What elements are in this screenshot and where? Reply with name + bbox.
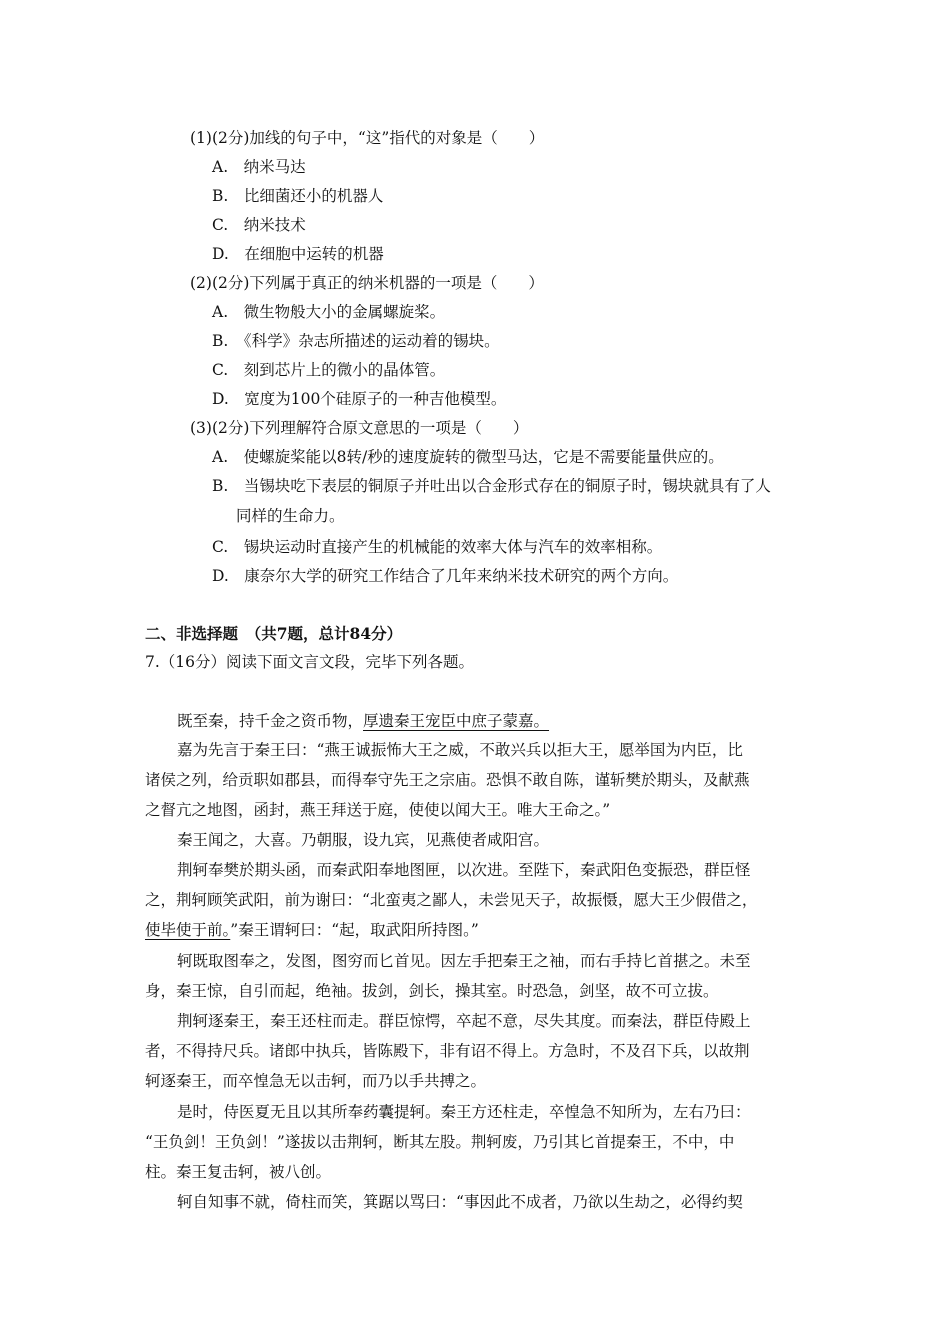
passage-line <box>145 920 479 940</box>
question-3-option-a: A. 使螺旋桨能以8转/秒的速度旋转的微型马达，它是不需要能量供应的。 <box>212 448 724 466</box>
question-3-option-b-continued: 同样的生命力。 <box>236 507 345 525</box>
question-1-stem: (1)(2分)加线的句子中，“这”指代的对象是（ ） <box>190 129 545 147</box>
question-2-option-b: B. 《科学》杂志所描述的运动着的锡块。 <box>212 332 500 350</box>
passage-line: 柱。秦王复击轲，被八创。 <box>145 1163 332 1181</box>
question-1-option-c: C. 纳米技术 <box>212 216 306 234</box>
passage-line <box>177 711 549 731</box>
question-3-stem: (3)(2分)下列理解符合原文意思的一项是（ ） <box>190 419 529 437</box>
passage-line: 是时，侍医夏无且以其所奉药囊提轲。秦王方还柱走，卒惶急不知所为，左右乃曰： <box>177 1103 751 1121</box>
passage-line: 身，秦王惊，自引而起，绝袖。拔剑，剑长，操其室。时恐急，剑坚，故不可立拔。 <box>145 982 719 1000</box>
passage-line: 之，荆轲顾笑武阳，前为谢曰：“北蛮夷之鄙人，未尝见天子，故振慑，愿大王少假借之， <box>145 891 758 909</box>
passage-line: 之督亢之地图，函封，燕王拜送于庭，使使以闻大王。唯大王命之。” <box>145 801 611 819</box>
question-3-option-c: C. 锡块运动时直接产生的机械能的效率大体与汽车的效率相称。 <box>212 538 663 556</box>
question-3-option-b: B. 当锡块吃下表层的铜原子并吐出以合金形式存在的铜原子时，锡块就具有了人 <box>212 477 771 495</box>
passage-line: 轲既取图奉之，发图，图穷而匕首见。因左手把秦王之袖，而右手持匕首揕之。未至 <box>177 952 751 970</box>
question-7-prompt: 7.（16分）阅读下面文言文段，完毕下列各题。 <box>145 653 475 671</box>
passage-line: 者，不得持尺兵。诸郎中执兵，皆陈殿下，非有诏不得上。方急时，不及召下兵，以故荆 <box>145 1042 750 1060</box>
passage-line: 嘉为先言于秦王曰：“燕王诚振怖大王之威，不敢兴兵以拒大王，愿举国为内臣，比 <box>177 741 743 759</box>
passage-line: 秦王闻之，大喜。乃朝服，设九宾，见燕使者咸阳宫。 <box>177 831 550 849</box>
question-2-option-d: D. 宽度为100个硅原子的一种吉他模型。 <box>212 390 507 408</box>
underlined-sentence: 使毕使于前。 <box>145 921 231 939</box>
question-1-option-a: A. 纳米马达 <box>212 158 306 176</box>
underlined-sentence: 厚遗秦王宠臣中庶子蒙嘉。 <box>363 712 550 730</box>
passage-text: ”秦王谓轲曰：“起，取武阳所持图。” <box>230 921 479 939</box>
passage-line: 诸侯之列，给贡职如郡县，而得奉守先王之宗庙。恐惧不敢自陈，谨斩樊於期头，及献燕 <box>145 771 750 789</box>
question-1-option-b: B. 比细菌还小的机器人 <box>212 187 384 205</box>
section-heading: 二、非选择题 （共7题，总计84分） <box>145 624 403 643</box>
question-2-stem: (2)(2分)下列属于真正的纳米机器的一项是（ ） <box>190 274 544 292</box>
question-2-option-a: A. 微生物般大小的金属螺旋桨。 <box>212 303 446 321</box>
question-2-option-c: C. 刻到芯片上的微小的晶体管。 <box>212 361 446 379</box>
passage-line: 轲自知事不就，倚柱而笑，箕踞以骂曰：“事因此不成者，乃欲以生劫之，必得约契 <box>177 1193 743 1211</box>
question-1-option-d: D. 在细胞中运转的机器 <box>212 245 384 263</box>
passage-line: 荆轲奉樊於期头函，而秦武阳奉地图匣，以次进。至陛下，秦武阳色变振恐，群臣怪 <box>177 861 751 879</box>
passage-line: “王负剑！王负剑！”遂拔以击荆轲，断其左股。荆轲废，乃引其匕首提秦王，不中，中 <box>145 1133 735 1151</box>
passage-line: 轲逐秦王，而卒惶急无以击轲，而乃以手共搏之。 <box>145 1072 487 1090</box>
passage-text: 既至秦，持千金之资币物， <box>177 712 364 730</box>
passage-line: 荆轲逐秦王，秦王还柱而走。群臣惊愕，卒起不意，尽失其度。而秦法，群臣侍殿上 <box>177 1012 751 1030</box>
question-3-option-d: D. 康奈尔大学的研究工作结合了几年来纳米技术研究的两个方向。 <box>212 567 679 585</box>
